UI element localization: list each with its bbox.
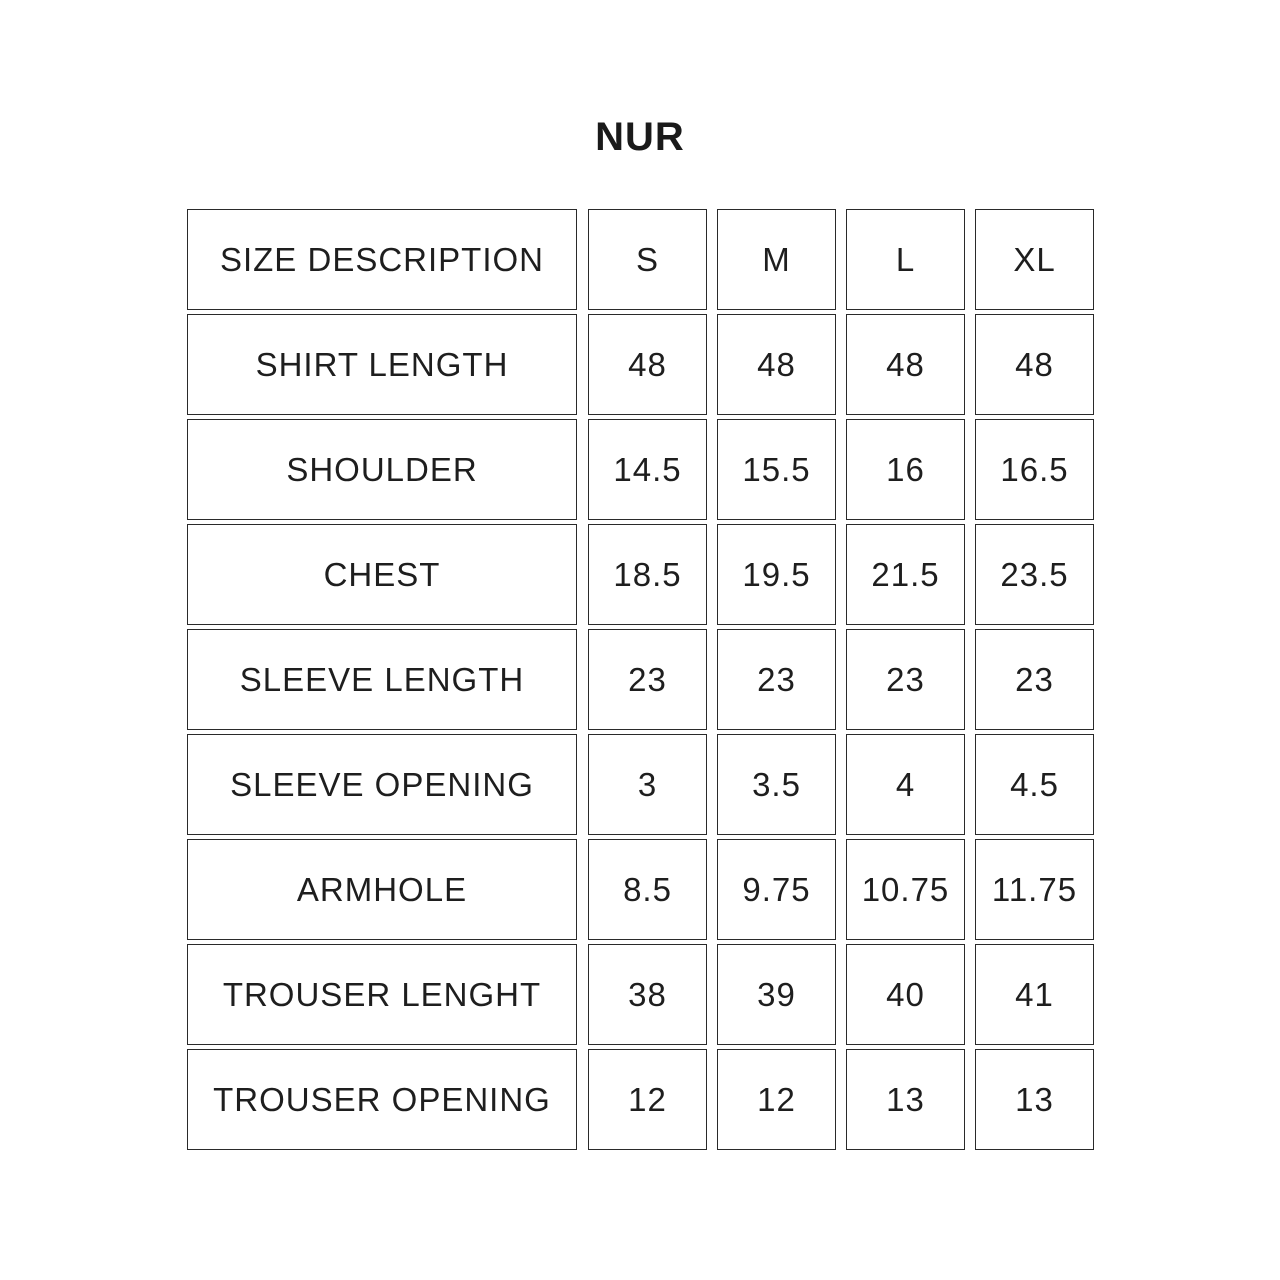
measurement-cell-m: 12 xyxy=(717,1049,836,1150)
row-label-shoulder: SHOULDER xyxy=(187,419,577,520)
measurement-cell-xl: 16.5 xyxy=(975,419,1094,520)
measurement-cell-l: 48 xyxy=(846,314,965,415)
measurement-cell-m: 48 xyxy=(717,314,836,415)
row-label-trouser-opening: TROUSER OPENING xyxy=(187,1049,577,1150)
measurement-cell-m: 23 xyxy=(717,629,836,730)
measurement-cell-l: 4 xyxy=(846,734,965,835)
measurement-cell-l: 16 xyxy=(846,419,965,520)
measurement-cell-xl: 13 xyxy=(975,1049,1094,1150)
measurement-cell-s: 14.5 xyxy=(588,419,707,520)
measurement-cell-xl: 41 xyxy=(975,944,1094,1045)
measurement-cell-xl: 23.5 xyxy=(975,524,1094,625)
measurement-cell-l: 13 xyxy=(846,1049,965,1150)
row-label-trouser-lenght: TROUSER LENGHT xyxy=(187,944,577,1045)
measurement-cell-s: 38 xyxy=(588,944,707,1045)
header-size-description: SIZE DESCRIPTION xyxy=(187,209,577,310)
row-label-chest: CHEST xyxy=(187,524,577,625)
row-label-sleeve-opening: SLEEVE OPENING xyxy=(187,734,577,835)
measurement-cell-m: 3.5 xyxy=(717,734,836,835)
measurement-cell-s: 3 xyxy=(588,734,707,835)
page-title: NUR xyxy=(595,115,685,159)
measurement-cell-l: 21.5 xyxy=(846,524,965,625)
header-size-m: M xyxy=(717,209,836,310)
header-size-l: L xyxy=(846,209,965,310)
measurement-cell-l: 40 xyxy=(846,944,965,1045)
measurement-cell-xl: 11.75 xyxy=(975,839,1094,940)
measurement-cell-xl: 48 xyxy=(975,314,1094,415)
header-size-xl: XL xyxy=(975,209,1094,310)
measurement-cell-l: 23 xyxy=(846,629,965,730)
measurement-cell-s: 48 xyxy=(588,314,707,415)
measurement-cell-m: 9.75 xyxy=(717,839,836,940)
row-label-armhole: ARMHOLE xyxy=(187,839,577,940)
header-size-s: S xyxy=(588,209,707,310)
measurement-cell-s: 18.5 xyxy=(588,524,707,625)
row-label-shirt-length: SHIRT LENGTH xyxy=(187,314,577,415)
measurement-cell-m: 19.5 xyxy=(717,524,836,625)
row-label-sleeve-length: SLEEVE LENGTH xyxy=(187,629,577,730)
measurement-cell-s: 23 xyxy=(588,629,707,730)
measurement-cell-l: 10.75 xyxy=(846,839,965,940)
measurement-cell-xl: 23 xyxy=(975,629,1094,730)
measurement-cell-m: 15.5 xyxy=(717,419,836,520)
measurement-cell-xl: 4.5 xyxy=(975,734,1094,835)
measurement-cell-s: 8.5 xyxy=(588,839,707,940)
measurement-cell-m: 39 xyxy=(717,944,836,1045)
measurement-cell-s: 12 xyxy=(588,1049,707,1150)
